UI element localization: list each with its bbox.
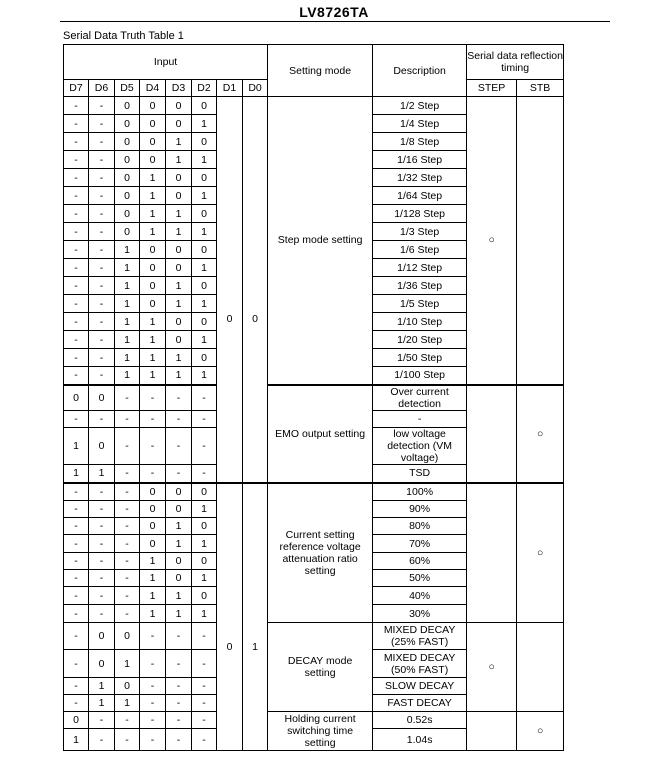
bit-cell: -	[166, 623, 192, 650]
header-bit: D3	[166, 80, 192, 97]
description-cell: 1/128 Step	[373, 205, 467, 223]
bit-cell: 0	[115, 97, 140, 115]
bit-d1-cell: 0	[217, 97, 243, 483]
bit-cell: 0	[115, 187, 140, 205]
description-cell: 1/100 Step	[373, 367, 467, 385]
setting-mode-cell: Step mode setting	[268, 97, 373, 385]
bit-d0-cell: 0	[243, 97, 268, 483]
bit-cell: 1	[115, 241, 140, 259]
bit-cell: -	[89, 535, 115, 553]
bit-cell: -	[115, 570, 140, 587]
bit-cell: -	[89, 553, 115, 570]
bit-cell: 1	[140, 331, 166, 349]
bit-cell: 1	[192, 151, 217, 169]
description-cell: 1/8 Step	[373, 133, 467, 151]
stb-timing-cell: ○	[517, 385, 564, 483]
bit-cell: 1	[192, 367, 217, 385]
bit-cell: -	[115, 483, 140, 501]
bit-cell: 1	[115, 277, 140, 295]
truth-table	[63, 44, 564, 751]
bit-cell: 0	[89, 650, 115, 678]
bit-cell: 1	[115, 367, 140, 385]
bit-cell: -	[64, 411, 89, 428]
bit-cell: 1	[140, 553, 166, 570]
bit-cell: -	[166, 428, 192, 465]
header-timing: Serial data reflection timing	[467, 45, 564, 80]
bit-cell: -	[64, 650, 89, 678]
bit-cell: -	[89, 205, 115, 223]
description-cell: 90%	[373, 501, 467, 518]
bit-cell: 1	[166, 535, 192, 553]
bit-cell: -	[89, 97, 115, 115]
bit-cell: 1	[89, 465, 115, 483]
bit-cell: 0	[192, 518, 217, 535]
bit-cell: 1	[140, 223, 166, 241]
bit-cell: 0	[115, 678, 140, 695]
step-timing-cell	[467, 385, 517, 483]
bit-cell: -	[140, 650, 166, 678]
step-timing-cell: ○	[467, 97, 517, 385]
stb-timing-cell	[517, 97, 564, 385]
description-cell: 0.52s	[373, 712, 467, 729]
description-cell: 1/2 Step	[373, 97, 467, 115]
bit-cell: -	[64, 695, 89, 712]
bit-cell: 0	[166, 483, 192, 501]
bit-cell: -	[64, 313, 89, 331]
bit-cell: 1	[140, 587, 166, 605]
bit-cell: -	[192, 695, 217, 712]
bit-cell: 0	[89, 428, 115, 465]
header-step: STEP	[467, 80, 517, 97]
bit-cell: 0	[166, 570, 192, 587]
bit-d1-cell: 0	[217, 483, 243, 751]
bit-cell: 0	[192, 97, 217, 115]
bit-cell: 0	[115, 623, 140, 650]
bit-cell: 0	[192, 349, 217, 367]
bit-cell: -	[140, 411, 166, 428]
description-cell: 80%	[373, 518, 467, 535]
description-cell: 1/12 Step	[373, 259, 467, 277]
bit-cell: 1	[115, 313, 140, 331]
bit-cell: -	[166, 712, 192, 729]
description-cell: 1/50 Step	[373, 349, 467, 367]
description-cell: 1/16 Step	[373, 151, 467, 169]
bit-cell: -	[192, 385, 217, 411]
bit-cell: -	[89, 277, 115, 295]
header-stb: STB	[517, 80, 564, 97]
bit-cell: -	[192, 411, 217, 428]
header-bit: D6	[89, 80, 115, 97]
header-bit: D0	[243, 80, 268, 97]
bit-cell: -	[115, 428, 140, 465]
bit-cell: 1	[192, 331, 217, 349]
bit-cell: -	[115, 587, 140, 605]
header-bit: D7	[64, 80, 89, 97]
description-cell: 1/5 Step	[373, 295, 467, 313]
description-cell: 30%	[373, 605, 467, 623]
bit-cell: -	[166, 695, 192, 712]
bit-cell: -	[89, 501, 115, 518]
bit-cell: -	[115, 385, 140, 411]
bit-cell: 0	[166, 97, 192, 115]
header-bit: D1	[217, 80, 243, 97]
bit-cell: -	[166, 411, 192, 428]
bit-cell: 0	[140, 259, 166, 277]
bit-cell: 1	[192, 501, 217, 518]
bit-cell: 0	[89, 385, 115, 411]
bit-cell: 1	[192, 223, 217, 241]
bit-cell: -	[89, 483, 115, 501]
bit-cell: 1	[89, 678, 115, 695]
bit-cell: -	[192, 729, 217, 751]
bit-cell: 1	[140, 349, 166, 367]
bit-cell: -	[166, 678, 192, 695]
header-bit: D2	[192, 80, 217, 97]
bit-cell: 0	[192, 553, 217, 570]
bit-cell: 1	[166, 367, 192, 385]
bit-cell: -	[64, 259, 89, 277]
step-timing-cell	[467, 712, 517, 751]
bit-cell: 1	[166, 133, 192, 151]
bit-cell: -	[89, 712, 115, 729]
bit-cell: 0	[140, 241, 166, 259]
bit-cell: -	[64, 115, 89, 133]
bit-cell: 0	[166, 187, 192, 205]
bit-cell: -	[64, 483, 89, 501]
bit-cell: 1	[192, 115, 217, 133]
bit-cell: -	[64, 570, 89, 587]
description-cell: Over current detection	[373, 385, 467, 411]
bit-cell: -	[140, 385, 166, 411]
description-cell: TSD	[373, 465, 467, 483]
table-caption: Serial Data Truth Table 1	[63, 30, 184, 42]
bit-cell: 1	[192, 187, 217, 205]
bit-cell: -	[89, 133, 115, 151]
bit-cell: -	[192, 428, 217, 465]
step-timing-cell	[467, 483, 517, 623]
bit-cell: 0	[166, 169, 192, 187]
bit-cell: 0	[166, 331, 192, 349]
bit-cell: -	[89, 151, 115, 169]
bit-cell: -	[64, 623, 89, 650]
bit-cell: -	[140, 623, 166, 650]
description-cell: 1/3 Step	[373, 223, 467, 241]
setting-mode-cell: DECAY mode setting	[268, 623, 373, 712]
bit-cell: 0	[192, 277, 217, 295]
bit-cell: 0	[115, 223, 140, 241]
bit-cell: -	[140, 695, 166, 712]
bit-cell: -	[89, 729, 115, 751]
bit-cell: 0	[192, 133, 217, 151]
stb-timing-cell: ○	[517, 483, 564, 623]
description-cell: low voltage detection (VM voltage)	[373, 428, 467, 465]
bit-cell: -	[64, 605, 89, 623]
step-timing-cell: ○	[467, 623, 517, 712]
bit-cell: -	[64, 501, 89, 518]
bit-cell: 0	[140, 295, 166, 313]
description-cell: 1/10 Step	[373, 313, 467, 331]
bit-cell: -	[115, 605, 140, 623]
bit-cell: 0	[64, 385, 89, 411]
description-cell: 1/36 Step	[373, 277, 467, 295]
description-cell: 1.04s	[373, 729, 467, 751]
bit-cell: -	[64, 367, 89, 385]
bit-cell: 1	[115, 695, 140, 712]
document-title: LV8726TA	[299, 4, 369, 20]
bit-cell: 1	[192, 535, 217, 553]
bit-cell: 1	[192, 295, 217, 313]
bit-cell: 1	[166, 605, 192, 623]
description-cell: 50%	[373, 570, 467, 587]
description-cell: 1/32 Step	[373, 169, 467, 187]
bit-cell: 1	[115, 295, 140, 313]
bit-cell: 1	[166, 587, 192, 605]
bit-cell: -	[89, 223, 115, 241]
bit-cell: -	[166, 385, 192, 411]
bit-cell: 1	[140, 367, 166, 385]
bit-cell: 1	[115, 650, 140, 678]
description-cell: SLOW DECAY	[373, 678, 467, 695]
description-cell: 1/64 Step	[373, 187, 467, 205]
description-cell: 1/20 Step	[373, 331, 467, 349]
bit-cell: 1	[64, 465, 89, 483]
bit-cell: -	[89, 570, 115, 587]
bit-cell: -	[64, 295, 89, 313]
bit-cell: 0	[192, 241, 217, 259]
bit-cell: -	[64, 151, 89, 169]
description-cell: -	[373, 411, 467, 428]
bit-cell: -	[115, 465, 140, 483]
bit-cell: 0	[140, 151, 166, 169]
bit-cell: -	[140, 428, 166, 465]
bit-cell: -	[115, 411, 140, 428]
description-cell: MIXED DECAY (50% FAST)	[373, 650, 467, 678]
bit-cell: -	[140, 678, 166, 695]
bit-cell: 0	[64, 712, 89, 729]
bit-cell: -	[89, 367, 115, 385]
bit-cell: -	[64, 678, 89, 695]
stb-timing-cell	[517, 623, 564, 712]
bit-cell: 0	[192, 587, 217, 605]
table-row	[64, 623, 564, 650]
bit-cell: 1	[140, 169, 166, 187]
bit-cell: 0	[192, 313, 217, 331]
bit-cell: -	[64, 331, 89, 349]
bit-cell: 1	[140, 313, 166, 331]
bit-cell: 0	[89, 623, 115, 650]
bit-cell: 0	[140, 115, 166, 133]
bit-cell: -	[89, 411, 115, 428]
bit-cell: -	[89, 259, 115, 277]
bit-cell: 1	[115, 349, 140, 367]
title-rule	[60, 21, 610, 22]
bit-cell: -	[89, 295, 115, 313]
bit-cell: -	[64, 223, 89, 241]
bit-cell: 1	[192, 259, 217, 277]
bit-cell: 0	[115, 133, 140, 151]
bit-cell: 0	[166, 241, 192, 259]
bit-cell: -	[64, 169, 89, 187]
bit-cell: 0	[166, 259, 192, 277]
bit-cell: 0	[192, 169, 217, 187]
bit-cell: -	[89, 241, 115, 259]
bit-cell: 1	[192, 570, 217, 587]
bit-cell: -	[115, 712, 140, 729]
bit-cell: -	[89, 187, 115, 205]
bit-cell: 1	[166, 349, 192, 367]
bit-cell: -	[64, 553, 89, 570]
bit-cell: -	[115, 518, 140, 535]
bit-cell: -	[64, 277, 89, 295]
bit-cell: 1	[64, 729, 89, 751]
bit-cell: 1	[140, 570, 166, 587]
bit-cell: 1	[166, 205, 192, 223]
bit-cell: 1	[140, 187, 166, 205]
bit-cell: 0	[115, 169, 140, 187]
table-row	[64, 385, 564, 411]
bit-cell: -	[89, 331, 115, 349]
bit-cell: 0	[166, 501, 192, 518]
bit-cell: 1	[140, 605, 166, 623]
description-cell: 100%	[373, 483, 467, 501]
bit-cell: 0	[192, 483, 217, 501]
bit-cell: 0	[166, 115, 192, 133]
bit-cell: -	[89, 605, 115, 623]
bit-cell: 0	[140, 535, 166, 553]
bit-cell: -	[192, 678, 217, 695]
bit-cell: -	[89, 313, 115, 331]
bit-cell: -	[166, 650, 192, 678]
bit-cell: -	[192, 712, 217, 729]
bit-cell: -	[64, 241, 89, 259]
bit-cell: 1	[115, 331, 140, 349]
setting-mode-cell: EMO output setting	[268, 385, 373, 483]
bit-cell: -	[64, 518, 89, 535]
header-setting-mode: Setting mode	[268, 45, 373, 97]
bit-cell: -	[140, 465, 166, 483]
description-cell: 70%	[373, 535, 467, 553]
bit-cell: 1	[166, 518, 192, 535]
bit-cell: -	[89, 518, 115, 535]
bit-cell: 0	[140, 97, 166, 115]
bit-cell: -	[64, 97, 89, 115]
header-bit: D5	[115, 80, 140, 97]
bit-cell: -	[64, 535, 89, 553]
bit-cell: -	[115, 535, 140, 553]
table-row	[64, 483, 564, 501]
bit-cell: 1	[166, 151, 192, 169]
bit-cell: -	[89, 169, 115, 187]
bit-cell: 0	[140, 277, 166, 295]
bit-cell: 0	[140, 501, 166, 518]
bit-cell: -	[115, 501, 140, 518]
bit-cell: 0	[115, 151, 140, 169]
bit-cell: 1	[166, 223, 192, 241]
bit-cell: 0	[140, 133, 166, 151]
description-cell: FAST DECAY	[373, 695, 467, 712]
bit-cell: -	[89, 115, 115, 133]
bit-cell: 1	[166, 295, 192, 313]
description-cell: 1/6 Step	[373, 241, 467, 259]
description-cell: 60%	[373, 553, 467, 570]
bit-cell: -	[140, 729, 166, 751]
bit-cell: 0	[166, 313, 192, 331]
setting-mode-cell: Holding current switching time setting	[268, 712, 373, 751]
bit-cell: -	[64, 187, 89, 205]
bit-d0-cell: 1	[243, 483, 268, 751]
bit-cell: -	[166, 465, 192, 483]
bit-cell: -	[192, 650, 217, 678]
bit-cell: 0	[192, 205, 217, 223]
bit-cell: -	[192, 623, 217, 650]
bit-cell: -	[115, 729, 140, 751]
header-bit: D4	[140, 80, 166, 97]
bit-cell: -	[64, 133, 89, 151]
bit-cell: -	[89, 587, 115, 605]
table-row	[64, 712, 564, 729]
bit-cell: 1	[192, 605, 217, 623]
setting-mode-cell: Current setting reference voltage attenuation ratio setting	[268, 483, 373, 623]
table-row	[64, 97, 564, 115]
bit-cell: -	[140, 712, 166, 729]
description-cell: 1/4 Step	[373, 115, 467, 133]
bit-cell: 1	[115, 259, 140, 277]
bit-cell: 0	[115, 205, 140, 223]
bit-cell: -	[89, 349, 115, 367]
bit-cell: 0	[115, 115, 140, 133]
bit-cell: 0	[166, 553, 192, 570]
bit-cell: 0	[140, 518, 166, 535]
bit-cell: -	[64, 587, 89, 605]
bit-cell: 1	[89, 695, 115, 712]
bit-cell: -	[64, 349, 89, 367]
bit-cell: 1	[140, 205, 166, 223]
header-description: Description	[373, 45, 467, 97]
bit-cell: 1	[166, 277, 192, 295]
description-cell: 40%	[373, 587, 467, 605]
stb-timing-cell: ○	[517, 712, 564, 751]
bit-cell: 0	[140, 483, 166, 501]
bit-cell: 1	[64, 428, 89, 465]
header-input: Input	[64, 45, 268, 80]
bit-cell: -	[192, 465, 217, 483]
bit-cell: -	[115, 553, 140, 570]
bit-cell: -	[166, 729, 192, 751]
bit-cell: -	[64, 205, 89, 223]
description-cell: MIXED DECAY (25% FAST)	[373, 623, 467, 650]
